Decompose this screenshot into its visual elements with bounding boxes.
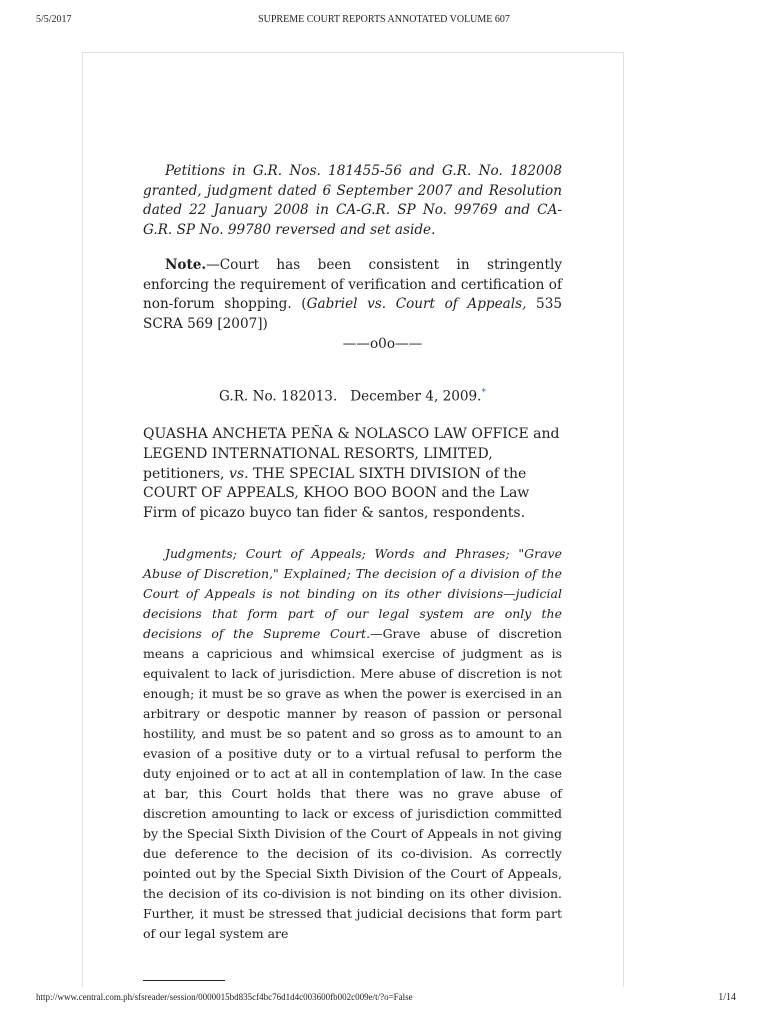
footer-page-number: 1/14 — [718, 992, 736, 1003]
syllabus-paragraph — [143, 544, 562, 944]
header-date: 5/5/2017 — [36, 14, 72, 25]
case-number-line — [143, 384, 562, 407]
note-paragraph — [143, 256, 562, 334]
parties-vs: vs. — [228, 465, 249, 482]
petitions-paragraph-block — [143, 162, 562, 240]
parties-2: THE SPECIAL SIXTH DIVISION of the COURT OF APPEALS, KHOO BOO BOON and the Law Firm of picazo buyco tan fider & santos, respondents. — [143, 465, 530, 522]
case-number: G.R. No. 182013. December 4, 2009. — [219, 388, 482, 405]
parties-1: QUASHA ANCHETA PEÑA & NOLASCO LAW OFFICE and LEGEND INTERNATIONAL RESORTS, LIMITED, petitioners, — [143, 426, 560, 482]
separator: ——o0o—— — [342, 336, 423, 352]
note-text-2: 535 SCRA 569 [2007]) — [143, 296, 562, 332]
syllabus-text: —Grave abuse of discretion means a capricious and whimsical exercise of judgment as is equivalent to lack of jurisdiction. Mere abuse of discretion is not enough; it must be so grave as when the power is exercised in an arbitrary or despotic manner by reason of passion or personal hostility, and must be so patent and so gross as to amount to an evasion of a positive duty or to a virtual refusal to perform the duty enjoined or to act at all in contemplation of law. In the case at bar, this Court holds that there was no grave abuse of discretion amounting to lack or excess of jurisdiction committed by the Special Sixth Division of the Court of Appeals in not giving due deference to the decision of its co-division. As correctly pointed out by the Special Sixth Division of the Court of Appeals, the decision of its co-division is not binding on its other division. Further, it must be stressed that judicial decisions that form part of our legal system are — [143, 626, 562, 941]
separator-block — [143, 335, 562, 355]
syllabus-block — [143, 544, 562, 944]
note-block — [143, 256, 562, 334]
syllabus-italic: Judgments; Court of Appeals; Words and Phrases; "Grave Abuse of Discretion," Explained; The decision of a division of the Court of Appeals is not binding on its other divisions—judicial decisions that form part of our legal system are only the decisions of the Supreme Court. — [143, 546, 562, 641]
case-number-block — [143, 384, 562, 407]
document-page — [82, 52, 624, 987]
petitions-paragraph: Petitions in G.R. Nos. 181455-56 and G.R. No. 182008 granted, judgment dated 6 September 2007 and Resolution dated 22 January 2008 in CA-G.R. SP No. 99769 and CA-G.R. SP No. 99780 reversed and set aside. — [143, 163, 562, 238]
footnote-divider — [143, 980, 225, 981]
note-case: Gabriel vs. Court of Appeals, — [306, 296, 527, 312]
header-title: SUPREME COURT REPORTS ANNOTATED VOLUME 607 — [258, 14, 510, 25]
footer-url[interactable]: http://www.central.com.ph/sfsreader/session/0000015bd835cf4bc76d1d4c003600fb002c009e/t/?o=False — [36, 992, 413, 1002]
parties-block — [143, 425, 562, 524]
case-footnote-marker[interactable]: * — [481, 388, 486, 398]
note-label: Note. — [165, 257, 207, 273]
note-text-1: —Court has been consistent in stringently enforcing the requirement of verification and certification of non-forum shopping. ( — [143, 257, 562, 312]
parties-paragraph — [143, 425, 562, 524]
